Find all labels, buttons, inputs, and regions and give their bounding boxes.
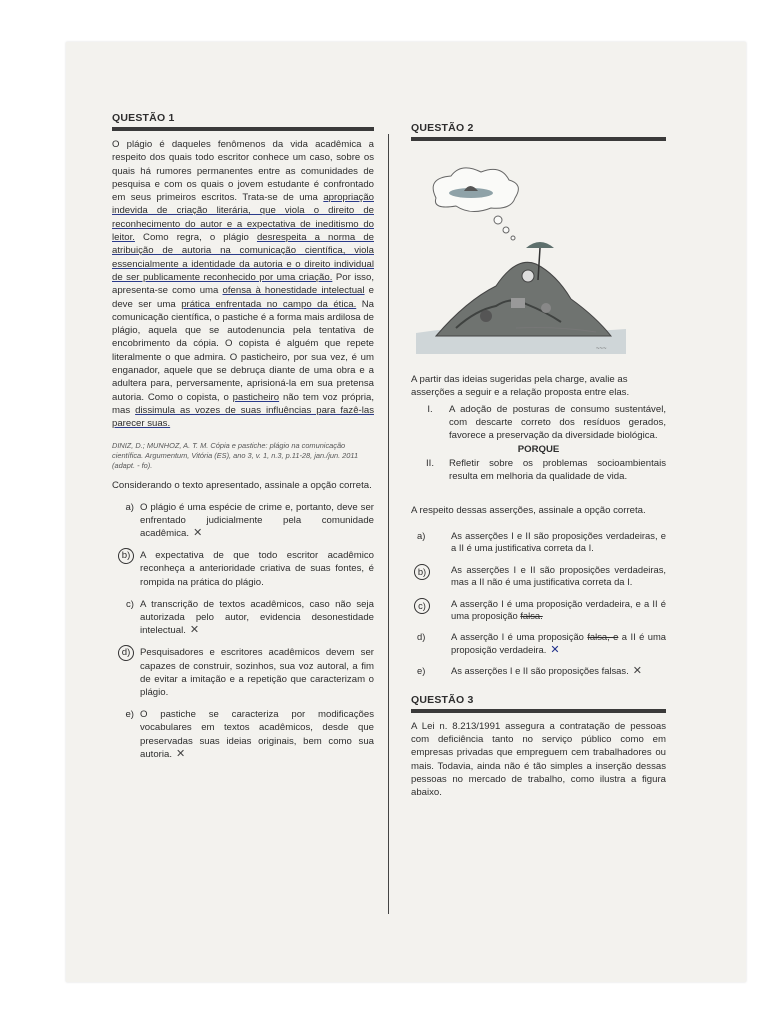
svg-text:~~~: ~~~ [596,346,607,352]
option-letter: c) [414,598,430,614]
question-2-title: QUESTÃO 2 [411,122,474,134]
option-letter: a) [125,501,134,513]
option-b[interactable] [411,564,666,589]
option-text: A asserção I é uma proposição verdadeira, e a II é uma proposição falsa. [451,597,666,622]
cross-mark-icon: ✕ [189,624,200,637]
question-2-options [411,530,666,678]
question-1-text: O plágio é daqueles fenômenos da vida acadêmica a respeito dos quais todo escritor conhece um caso, sobre os quais há rumores permanentes entre as comunidades de pesquisa e com os quais o jovem estudante é confrontado em seus primeiros escritos. Trata-se de uma apropriação indevida de criação literária, que viola o direito de reconhecimento do autor e a expectativa de ineditismo do leitor. Como regra, o plágio desrespeita a norma de atribuição de autoria na comunicação científica, viola essencialmente a identidade da autoria e o direito individual de ser publicamente reconhecido por uma criação. Por isso, apresenta-se como uma ofensa à honestidade intelectual e deve ser uma prática enfrentada no campo da ética. Na comunicação científica, o pastiche é a forma mais ardilosa de plágio, aquela que se autodenuncia pela tentativa de encobrimento da cópia. O copista é alguém que repete literalmente o que admira. O pasticheiro, por sua vez, é um enganador, aquele que se debruça diante de uma obra e a adultera para, perversamente, aprisioná-la em sua pretensa autoria. Como o copista, o pasticheiro não tem voz própria, mas dissimula as vozes de suas influências para fazê-las parecer suas. [112,139,375,430]
option-letter: d) [417,631,426,643]
question-3 [411,694,666,800]
option-text: As asserções I e II são proposições verdadeiras, mas a II não é uma justificativa correta da I. [451,563,666,588]
option-letter: b) [118,548,134,564]
option-text: A transcrição de textos acadêmicos, caso não seja autorizada pelo autor, evidencia desonestidade intelectual. [140,598,374,637]
option-letter: a) [417,530,426,541]
option-c[interactable] [411,598,666,623]
trash-island-cartoon [416,158,626,358]
title-bar [112,127,374,131]
question-2 [411,122,666,799]
cross-mark-icon: ✕ [632,665,642,678]
exam-page [66,42,746,982]
question-1-options [112,501,374,761]
assertion-2: II. Refletir sobre os problemas socioambientais resulta em melhoria da qualidade de vida. [426,458,666,482]
porque-label: PORQUE [517,444,560,455]
option-e[interactable] [112,708,374,761]
cross-mark-icon: ✕ [176,747,186,760]
title-bar [411,709,666,713]
option-text: O plágio é uma espécie de crime e, portanto, deve ser enfrentado judicialmente pela comunidade acadêmica. [140,501,374,539]
option-text: A expectativa de que todo escritor acadêmico reconheça a anterioridade criativa de suas fontes, é rompida na prática do plágio. [140,550,374,588]
option-a[interactable] [411,530,666,555]
question-2-prompt: A respeito dessas asserções, assinale a opção correta. [411,505,646,516]
option-a[interactable] [112,501,374,541]
option-text: Pesquisadores e escritores acadêmicos devem ser capazes de construir, sozinhos, sua voz autoral, a fim de evitar a imitação e a repetição que caracterizam o plágio. [140,647,374,698]
question-3-title: QUESTÃO 3 [411,693,474,706]
assertion-1: I. A adoção de posturas de consumo sustentável, com descarte correto dos resíduos gerados, favorece a preservação da diversidade biológica. [427,404,666,441]
option-d[interactable] [112,646,374,699]
question-1-prompt: Considerando o texto apresentado, assinale a opção correta. [112,479,372,491]
option-letter: e) [125,709,134,721]
question-3-text: A Lei n. 8.213/1991 assegura a contratação de pessoas com deficiência tanto no serviço público como em empresas privadas que empreguem cem trabalhadores ou mais. Todavia, ainda não é tão simples a inserção dessas pessoas no mercado de trabalho, como ilustra a figura abaixo. [411,720,666,799]
option-letter: b) [414,564,430,580]
option-d[interactable] [411,631,666,656]
option-e[interactable] [411,665,666,677]
option-text: A asserção I é uma proposição falsa, e a II é uma proposição verdadeira. ✕ [451,631,666,656]
cross-mark-icon: ✕ [550,643,560,656]
option-text: As asserções I e II são proposições falsas. ✕ [451,665,642,678]
question-1 [112,112,374,770]
question-1-title: QUESTÃO 1 [112,112,175,124]
option-letter: c) [126,598,134,610]
citation: DINIZ, D.; MUNHOZ, A. T. M. Cópia e pastiche: plágio na comunicação científica. Argumentum, Vitória (ES), ano 3, v. 1, n.3, p.11-28, jan./jun. 2011 (adapt. - fo). [112,440,359,470]
option-b[interactable] [112,549,374,589]
option-letter: d) [118,645,134,661]
title-bar [411,137,666,141]
option-letter: e) [417,665,426,677]
column-divider [388,134,389,914]
question-2-intro: A partir das ideias sugeridas pela charge, avalie as asserções a seguir e a relação proposta entre elas. [411,374,630,398]
option-text: O pastiche se caracteriza por modificações vocabulares em textos acadêmicos, desde que preservadas suas ideias originais, bem como sua autoria. [140,709,374,760]
option-text: As asserções I e II são proposições verdadeiras, e a II é uma justificativa correta da I. [451,530,666,554]
cross-mark-icon: ✕ [193,526,203,539]
option-c[interactable] [112,598,374,638]
